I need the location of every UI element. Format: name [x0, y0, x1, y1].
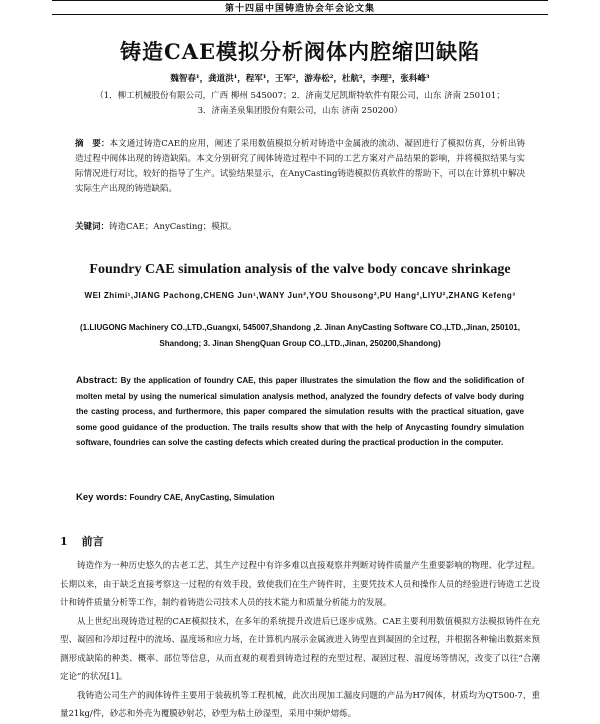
- running-header: 第十四届中国铸造协会年会论文集: [224, 4, 375, 14]
- affiliation-en: (1.LIUGONG Machinery CO.,LTD.,Guangxi, 545007,Shandong ,2. Jinan AnyCasting Software CO.,LTD.,Jinan, 250101, Shandong; 3. Jinan ShengQuan Group CO.,LTD.,Jinan, 250200,Shandong): [80, 323, 520, 348]
- keywords-cn-text: 铸造CAE；AnyCasting；模拟。: [109, 222, 237, 232]
- header-rule-bottom: [52, 14, 548, 15]
- abstract-en-text: By the application of foundry CAE, this paper illustrates the simulation the flow and the solidification of molten metal by using the numerical simulation analysis method, analyzed the foundry defects of valve body during the casting process, and furthermore, this paper compared the simulation results with the practical situation, gave some good guidance of the production. The trails results show that with the help of Anycasting foundry simulation software, foundries can solve the casting defects which created during the practical production in the computer.: [76, 376, 524, 447]
- authors-en: WEI Zhimi¹,JIANG Pachong,CHENG Jun¹,WANY Jun²,YOU Shousong²,PU Hang²,LIYU²,ZHANG Kefeng³: [84, 291, 516, 300]
- abstract-cn-text: 本文通过铸造CAE的应用，阐述了采用数值模拟分析对铸造中金属液的流动、凝固进行了模拟仿真，分析出铸造过程中阀体出现的铸造缺陷。本文分别研究了阀体铸造过程中不同的工艺方案对产品结果的影响，并将模拟结果与实际情况进行对比，较好的指导了生产。试验结果显示，在AnyCasting铸造模拟仿真软件的帮助下，可以在计算机中解决实际生产出现的铸造缺陷。: [75, 139, 525, 194]
- affiliation-cn-line-1: （1．柳工机械股份有限公司，广西 柳州 545007；2．济南艾尼凯斯特软件有限公司，山东 济南 250101；: [95, 91, 505, 101]
- paper-title-en: Foundry CAE simulation analysis of the valve body concave shrinkage: [89, 262, 511, 277]
- section-heading: [60, 533, 104, 549]
- abstract-cn: [75, 137, 525, 197]
- authors-cn: 魏智春¹，龚道洪¹，程军¹，王军²，游寿松²，杜航²，李理²，张科峰³: [170, 74, 430, 84]
- body-paragraph: 从上世纪出现铸造过程的CAE模拟技术，在多年的系统提升改进后已逐步成熟。CAE主要利用数值模拟方法模拟铸件在充型、凝固和冷却过程中的流场、温度场和应力场，在计算机内展示金属液进入铸型直到凝固的全过程，并根据各种输出数据来预测形成缺陷的种类、概率、部位等信息，从而直观的观看到铸造过程的充型过程、凝固过程、温度场等情况，改变了以往“合潮定论”的状况[1]。: [60, 616, 540, 682]
- abstract-en-label: Abstract:: [76, 375, 118, 386]
- paper-title-cn: 铸造CAE模拟分析阀体内腔缩凹缺陷: [119, 39, 480, 64]
- body-paragraph: 我铸造公司生产的阀体铸件主要用于装载机等工程机械，此次出现加工漏皮问题的产品为H7阀体，材质均为QT500-7，重量21kg/件，砂芯和外壳为覆膜砂射芯，砂型为粘土砂湿型，采用中频炉熔炼。: [60, 690, 540, 719]
- keywords-cn-label: 关键词：: [75, 222, 110, 232]
- body-paragraph: 铸造作为一种历史悠久的古老工艺，其生产过程中有许多难以直接观察并判断对铸件质量产生重要影响的物理、化学过程。长期以来，由于缺乏直接考察这一过程的有效手段，致使我们在生产铸件时，主要凭技术人员和操作人员的经验进行铸造工艺设计和铸件质量分析等工作，制约着铸造公司技术人员的技术能力和质量分析能力的发展。: [60, 561, 540, 608]
- keywords-en: [76, 492, 524, 503]
- abstract-cn-label: 摘 要：: [75, 139, 110, 149]
- section-title: 前言: [81, 535, 104, 548]
- affiliation-cn-line-2: 3．济南圣泉集团股份有限公司，山东 济南 250200）: [197, 106, 403, 116]
- keywords-en-label: Key words:: [76, 492, 128, 503]
- body-text: [60, 557, 540, 724]
- section-number: 1: [60, 535, 68, 548]
- keywords-en-text: Foundry CAE, AnyCasting, Simulation: [129, 493, 275, 502]
- keywords-cn: [75, 220, 525, 232]
- abstract-en: [76, 373, 524, 451]
